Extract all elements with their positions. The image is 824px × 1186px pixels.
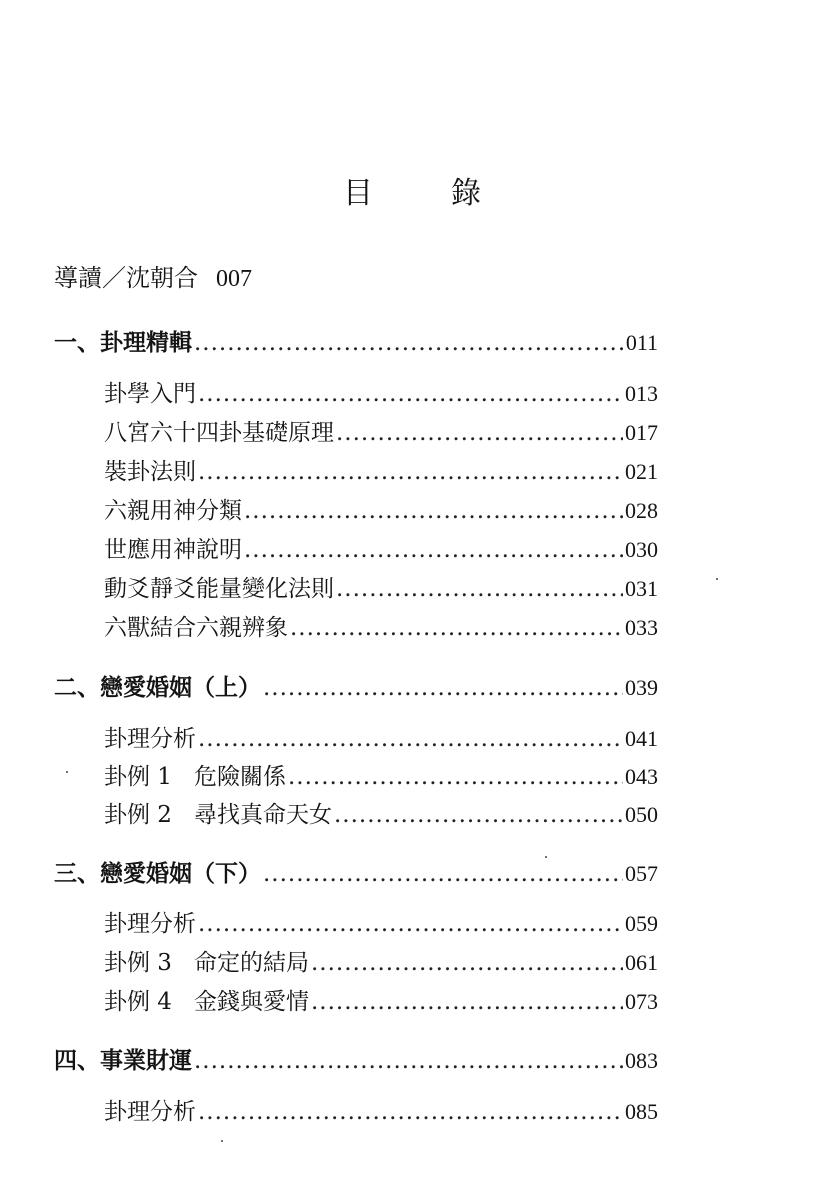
section-label: 卦學入門: [104, 381, 196, 407]
dot-leader: [198, 908, 623, 940]
section-label: 動爻靜爻能量變化法則: [104, 576, 334, 602]
toc-chapter-2[interactable]: [54, 672, 658, 704]
section-page-number: 028: [625, 498, 658, 523]
dot-leader: [263, 672, 623, 704]
toc-chapter-4[interactable]: [54, 1045, 658, 1077]
page-title: [0, 168, 824, 212]
toc-section[interactable]: [104, 761, 658, 793]
section-page-number: 050: [625, 802, 658, 827]
toc-section[interactable]: [104, 495, 658, 527]
scan-speck: [221, 1140, 223, 1142]
toc-section[interactable]: [104, 1096, 658, 1128]
chapter-page-number: 011: [625, 330, 658, 355]
toc-chapter-3[interactable]: [54, 858, 658, 890]
title-left-char: 目: [343, 176, 373, 211]
dot-leader: [194, 1045, 623, 1077]
dot-leader: [244, 534, 623, 566]
section-label: 八宮六十四卦基礎原理: [104, 420, 334, 446]
dot-leader: [263, 858, 623, 890]
dot-leader: [198, 378, 623, 410]
dot-leader: [336, 573, 623, 605]
example-title: 尋找真命天女: [193, 802, 332, 828]
example-title: 危險關係: [193, 764, 286, 790]
section-label: 卦理分析: [104, 911, 196, 937]
dot-leader: [334, 799, 623, 831]
chapter-label: 二、戀愛婚姻（上）: [54, 674, 261, 701]
section-page-number: 085: [625, 1099, 658, 1124]
dot-leader: [288, 761, 623, 793]
dot-leader: [198, 1096, 623, 1128]
dot-leader: [194, 327, 624, 359]
toc-section[interactable]: [104, 417, 658, 449]
section-label: 裝卦法則: [104, 459, 196, 485]
section-page-number: 013: [625, 381, 658, 406]
toc-intro-entry[interactable]: [54, 258, 252, 293]
section-page-number: 059: [625, 911, 658, 936]
section-page-number: 017: [625, 420, 658, 445]
section-label: 六親用神分類: [104, 498, 242, 524]
toc-section[interactable]: [104, 612, 658, 644]
section-page-number: 030: [625, 537, 658, 562]
example-number: 卦例 2: [104, 802, 172, 828]
section-page-number: 021: [625, 459, 658, 484]
title-right-char: 錄: [451, 176, 481, 211]
toc-section[interactable]: [104, 456, 658, 488]
scan-speck: [716, 578, 718, 580]
example-title: 金錢與愛情: [193, 989, 309, 1015]
chapter-label: 四、事業財運: [54, 1047, 192, 1074]
chapter-page-number: 057: [625, 861, 658, 886]
dot-leader: [198, 723, 623, 755]
toc-section[interactable]: [104, 573, 658, 605]
dot-leader: [244, 495, 623, 527]
dot-leader: [198, 456, 623, 488]
toc-section[interactable]: [104, 908, 658, 940]
example-title: 命定的結局: [193, 950, 309, 976]
dot-leader: [311, 986, 623, 1018]
section-label: 卦理分析: [104, 1099, 196, 1125]
section-page-number: 061: [625, 950, 658, 975]
section-label: [104, 761, 286, 793]
section-label: 卦理分析: [104, 726, 196, 752]
dot-leader: [311, 947, 623, 979]
chapter-label: 三、戀愛婚姻（下）: [54, 860, 261, 887]
intro-label: 導讀／沈朝合: [54, 264, 198, 292]
chapter-label: 一、卦理精輯: [54, 329, 192, 356]
section-label: [104, 799, 332, 831]
section-page-number: 041: [625, 726, 658, 751]
section-page-number: 073: [625, 989, 658, 1014]
dot-leader: [290, 612, 623, 644]
scan-speck: [545, 856, 547, 858]
example-number: 卦例 4: [104, 989, 172, 1015]
section-page-number: 043: [625, 764, 658, 789]
toc-section[interactable]: [104, 799, 658, 831]
chapter-page-number: 083: [625, 1048, 658, 1073]
section-label: [104, 947, 309, 979]
intro-page-number: 007: [216, 266, 252, 292]
section-page-number: 031: [625, 576, 658, 601]
dot-leader: [336, 417, 623, 449]
toc-section[interactable]: [104, 378, 658, 410]
section-label: 世應用神說明: [104, 537, 242, 563]
toc-chapter-1[interactable]: [54, 327, 658, 359]
section-page-number: 033: [625, 615, 658, 640]
toc-section[interactable]: [104, 947, 658, 979]
scan-speck: [66, 771, 68, 773]
toc-section[interactable]: [104, 723, 658, 755]
example-number: 卦例 3: [104, 950, 172, 976]
section-label: [104, 986, 309, 1018]
toc-section[interactable]: [104, 534, 658, 566]
toc-section[interactable]: [104, 986, 658, 1018]
section-label: 六獸結合六親辨象: [104, 615, 288, 641]
example-number: 卦例 1: [104, 764, 172, 790]
chapter-page-number: 039: [625, 675, 658, 700]
